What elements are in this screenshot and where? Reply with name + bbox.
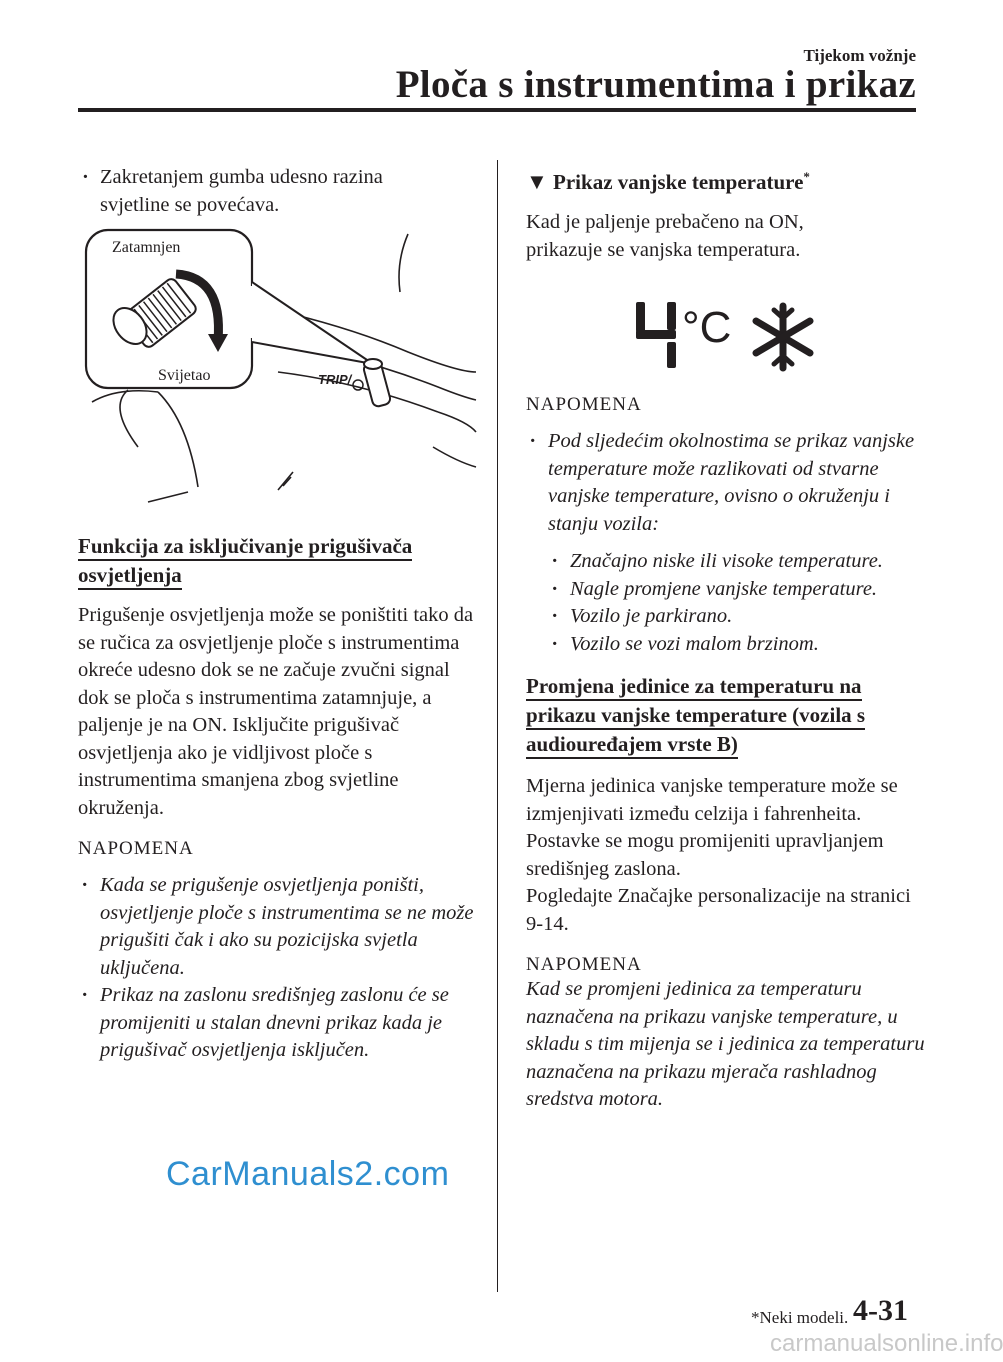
note-item: · Prikaz na zaslonu središnjeg zaslonu će se promijeniti u stalan dnevni prikaz kada je prigušivač osvjetljenja isključen. <box>78 982 478 1065</box>
dim-label: Zatamnjen <box>112 239 181 256</box>
note-title: NAPOMENA <box>78 838 194 859</box>
left-intro <box>78 164 478 219</box>
body-paragraph: Postavke se mogu promijeniti upravljanjem središnjeg zaslona. <box>526 830 884 880</box>
note-title: NAPOMENA <box>526 954 642 975</box>
body-paragraph: Kad je paljenje prebačeno na ON, prikazuje se vanjska temperatura. <box>526 211 804 261</box>
left-section <box>78 532 478 1065</box>
section-header: Tijekom vožnje <box>803 46 916 65</box>
note-subitem: · Značajno niske ili visoke temperature. <box>548 548 926 576</box>
section-heading: Promjena jedinice za temperaturu na prikazu vanjske temperature (vozila s audiouređajem vrste B) <box>526 672 906 759</box>
snowflake-icon <box>756 306 810 368</box>
body-paragraph: Mjerna jedinica vanjske temperature može se izmjenjivati između celzija i fahrenheita. <box>526 775 898 825</box>
temperature-unit: °C <box>682 303 732 352</box>
note-text: Kad se promjeni jedinica za temperaturu naznačena na prikazu vanjske temperature, u skladu s tim mijenja se i jedinica za temperaturu naznačena na prikazu mjerača rashladnog sredstva motora. <box>526 978 925 1110</box>
dimmer-knob-illustration <box>78 222 478 514</box>
footnote: *Neki modeli. <box>751 1308 849 1327</box>
note-subitem: · Nagle promjene vanjske temperature. <box>548 576 926 604</box>
note-item: · Kada se prigušenje osvjetljenja poništi, osvjetljenje ploče s instrumentima se ne može prigušiti čak i ako su pozicijska svjetla uključena. <box>78 872 478 982</box>
trip-label: TRIP/ <box>318 372 352 387</box>
header-rule <box>78 108 916 112</box>
watermark: CarManuals2.com <box>166 1155 450 1193</box>
note-sublist <box>526 548 926 658</box>
body-paragraph: Pogledajte Značajke personalizacije na stranici 9-14. <box>526 885 911 935</box>
footer-site: carmanualsonline.info <box>770 1330 1003 1357</box>
note-title: NAPOMENA <box>526 394 642 415</box>
section-heading: ▼ Prikaz vanjske temperature* <box>526 169 810 194</box>
bright-label: Svijetao <box>158 367 211 384</box>
body-paragraph: Prigušenje osvjetljenja može se poništiti tako da se ručica za osvjetljenje ploče s instrumentima okreće udesno dok se ne začuje zvučni signal dok se ploča s instrumentima zatamnjuje, a paljenje je na ON. Isključite prigušivač osvjetljenja ako je vidljivost ploče s instrumentima smanjena zbog svjetline okruženja. <box>78 604 474 819</box>
temperature-digit <box>636 302 676 368</box>
note-subitem: · Vozilo se vozi malom brzinom. <box>548 631 926 659</box>
right-section <box>526 162 926 264</box>
temperature-display <box>628 292 828 372</box>
note-list <box>78 872 478 1065</box>
page-number: 4-31 <box>853 1294 908 1327</box>
note-item: · Pod sljedećim okolnostima se prikaz vanjske temperature može razlikovati od stvarne vanjske temperature, ovisno o okruženju i stanju vozila: <box>526 428 942 538</box>
bullet-item: · Zakretanjem gumba udesno razina svjetline se povećava. <box>78 164 440 219</box>
column-divider <box>497 160 498 1292</box>
section-heading: Funkcija za isključivanje prigušivača osvjetljenja <box>78 532 458 590</box>
trip-knob-icon <box>353 359 391 408</box>
page-title: Ploča s instrumentima i prikaz <box>395 63 916 106</box>
right-notes <box>526 394 926 1114</box>
note-subitem: · Vozilo je parkirano. <box>548 603 926 631</box>
